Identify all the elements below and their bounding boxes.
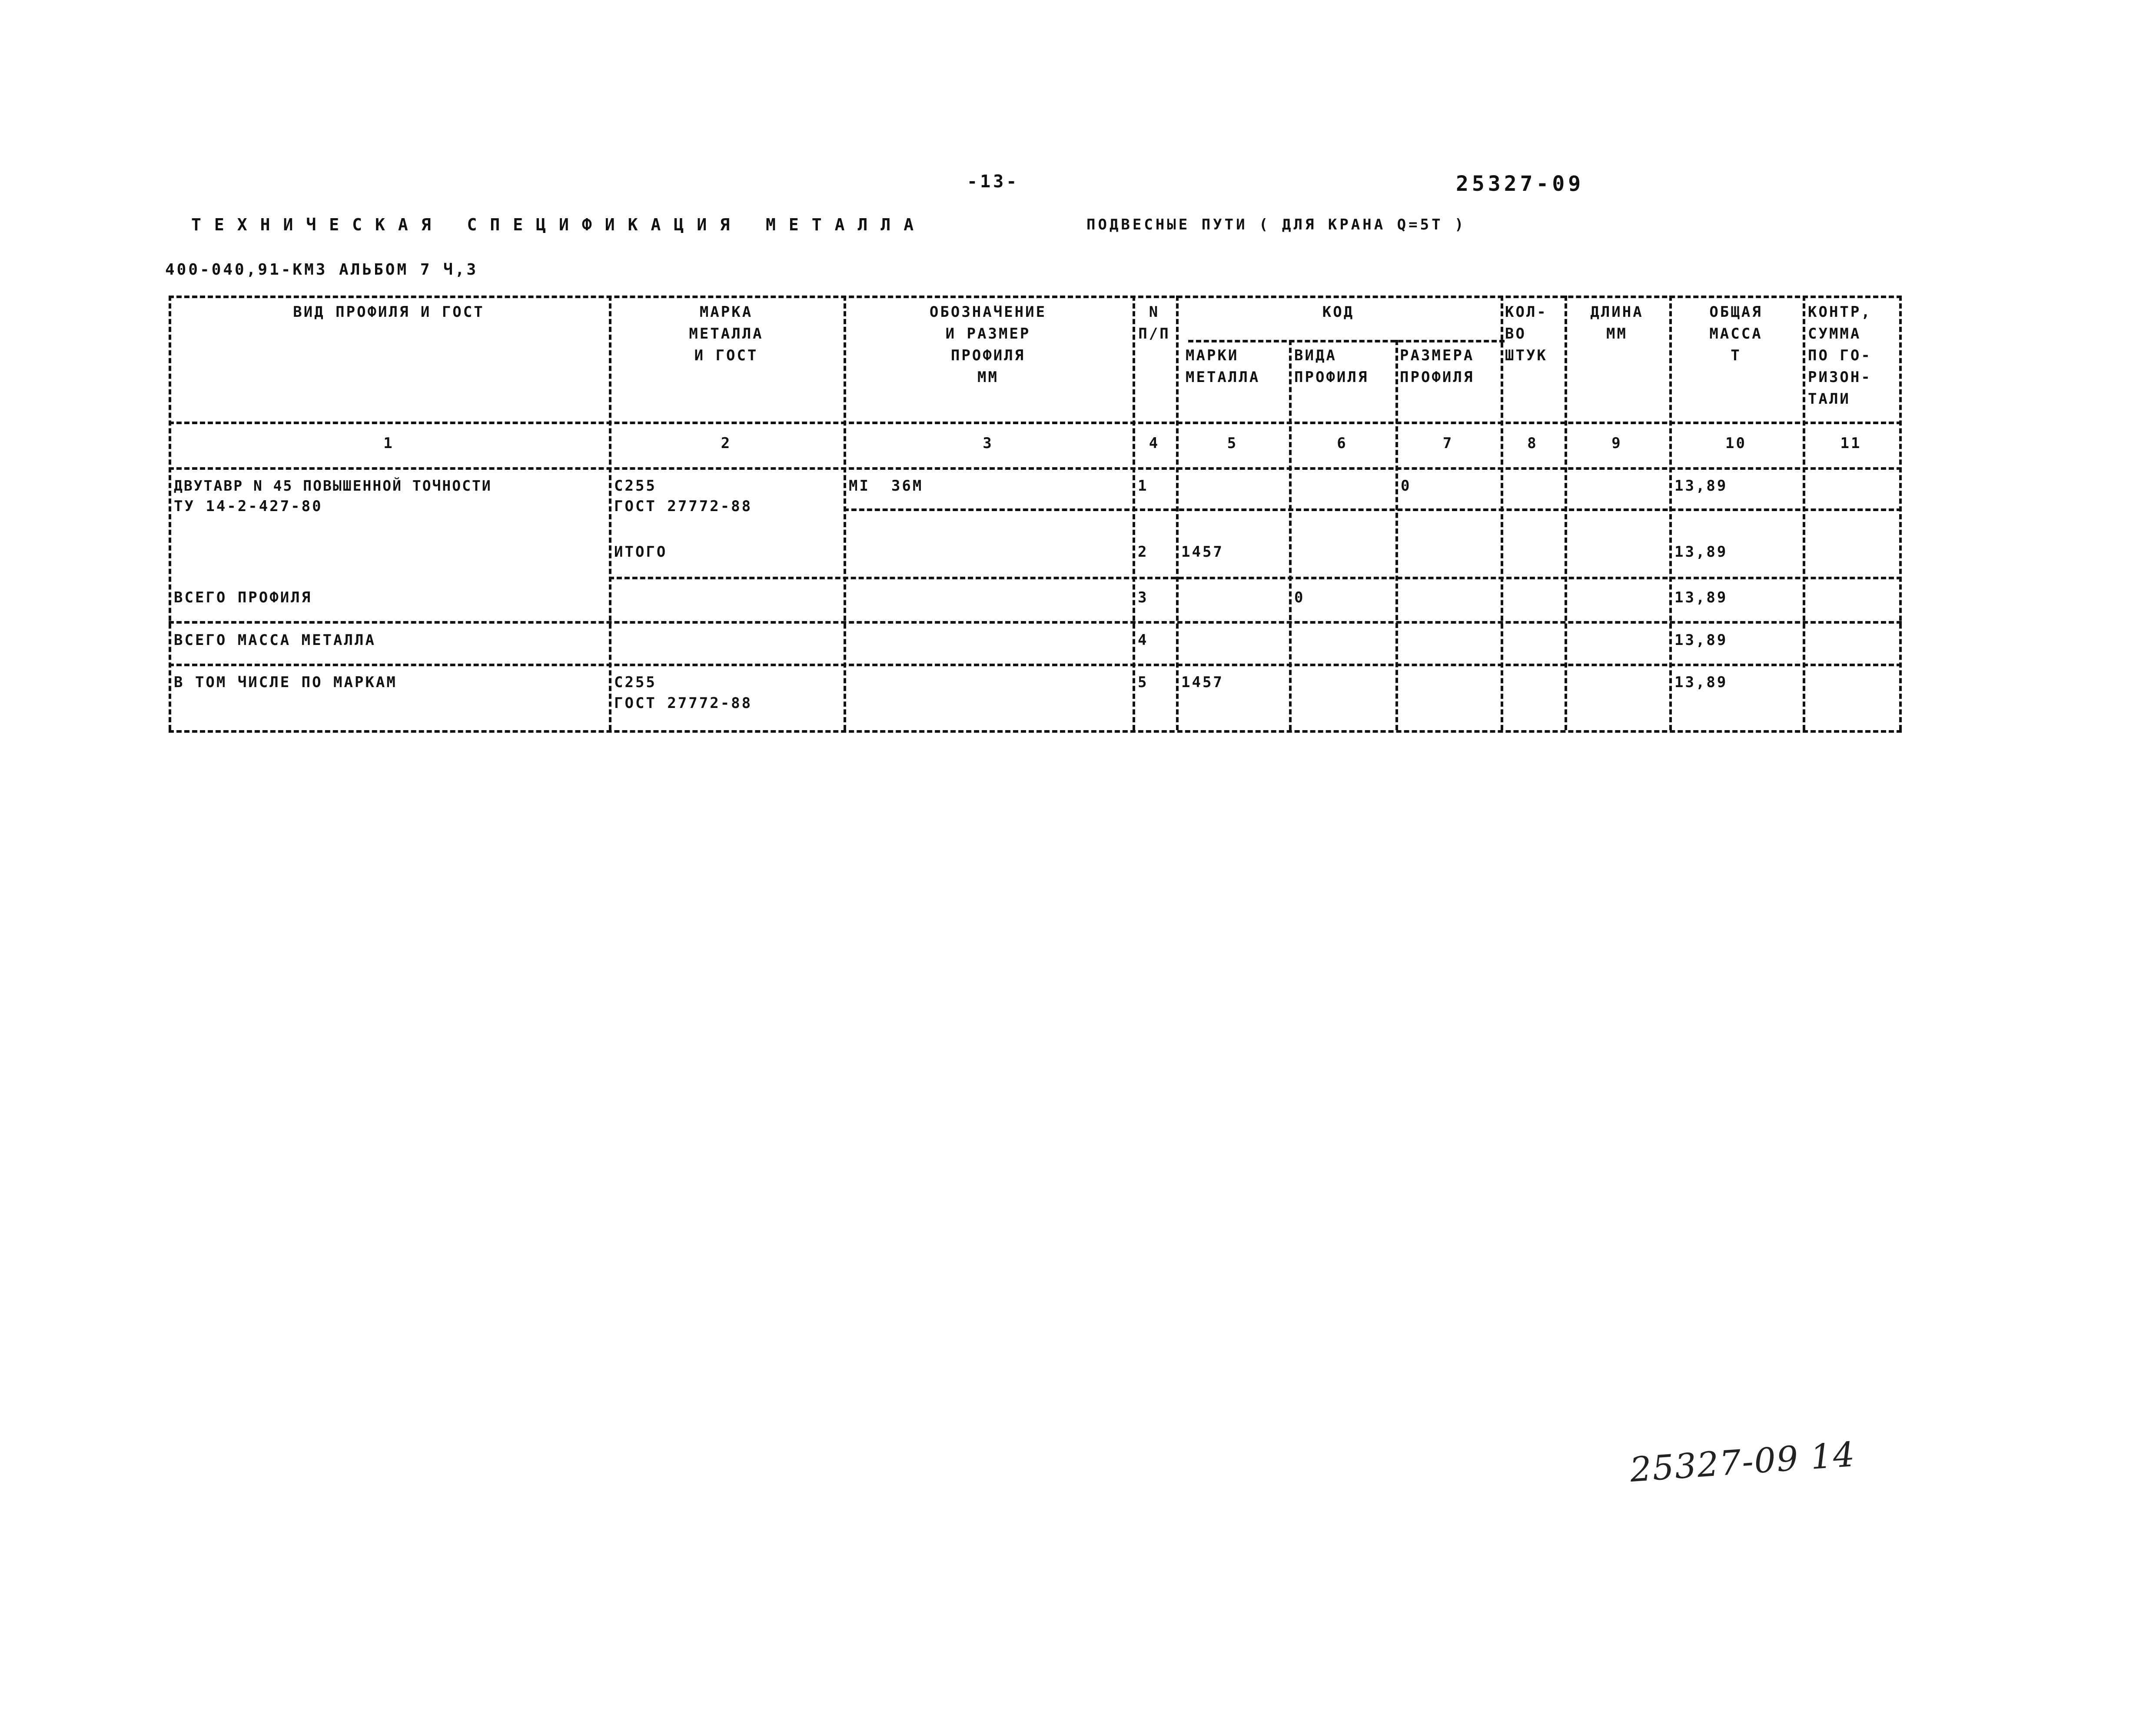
- specification-table: [169, 296, 1902, 730]
- row-divider: [609, 577, 1902, 579]
- row2-mass: 13,89: [1674, 543, 1728, 561]
- header-designation-3: ПРОФИЛЯ: [950, 347, 1026, 364]
- header-divider: [169, 422, 1902, 424]
- column-number: 7: [1442, 435, 1454, 452]
- header-qty-3: ШТУК: [1505, 347, 1548, 364]
- header-check-5: ТАЛИ: [1808, 390, 1850, 408]
- column-number: 8: [1527, 435, 1538, 452]
- kod-divider: [1188, 340, 1505, 342]
- album-reference: 400-040,91-КМЗ АЛЬБОМ 7 Ч,3: [165, 261, 478, 279]
- row1-profile-size: МI 36М: [849, 477, 924, 495]
- column-number: 9: [1611, 435, 1622, 452]
- document-code: 25327-09: [1456, 172, 1585, 196]
- header-check-3: ПО ГО-: [1808, 347, 1872, 364]
- header-profile-gost: ВИД ПРОФИЛЯ И ГОСТ: [293, 303, 485, 321]
- header-check-1: КОНТР,: [1808, 303, 1872, 321]
- header-check-4: РИЗОН-: [1808, 369, 1872, 386]
- row5-mass: 13,89: [1674, 674, 1728, 691]
- header-number-1: N: [1149, 303, 1160, 321]
- column-number: 2: [721, 435, 732, 452]
- row3-number: 3: [1138, 589, 1149, 606]
- column-numbers-divider: [169, 467, 1902, 470]
- header-check-2: СУММА: [1808, 325, 1861, 342]
- row5-label: В ТОМ ЧИСЛЕ ПО МАРКАМ: [174, 674, 397, 691]
- header-designation-1: ОБОЗНАЧЕНИЕ: [929, 303, 1047, 321]
- row1-number: 1: [1138, 477, 1149, 495]
- header-code-profile-1: ВИДА: [1294, 347, 1337, 364]
- row2-subtotal-label: ИТОГО: [614, 543, 668, 561]
- header-grade-3: И ГОСТ: [694, 347, 758, 364]
- header-code-size-1: РАЗМЕРА: [1400, 347, 1475, 364]
- row-divider: [169, 621, 1902, 624]
- row5-steel-gost: ГОСТ 27772-88: [614, 694, 753, 712]
- row-divider: [169, 664, 1902, 666]
- row5-number: 5: [1138, 674, 1149, 691]
- row5-code-grade: 1457: [1181, 674, 1224, 691]
- header-qty-1: КОЛ-: [1505, 303, 1548, 321]
- col-line: [1501, 296, 1503, 730]
- header-mass-1: ОБЩАЯ: [1709, 303, 1763, 321]
- row-divider: [844, 508, 1902, 511]
- header-kod: КОД: [1322, 303, 1355, 321]
- header-qty-2: ВО: [1505, 325, 1526, 342]
- column-number: 11: [1840, 435, 1862, 452]
- row4-label: ВСЕГО МАССА МЕТАЛЛА: [174, 631, 376, 649]
- column-number: 4: [1149, 435, 1160, 452]
- col-line: [1899, 296, 1902, 730]
- row1-mass: 13,89: [1674, 477, 1728, 495]
- column-number: 6: [1337, 435, 1348, 452]
- header-mass-3: Т: [1731, 347, 1741, 364]
- row3-mass: 13,89: [1674, 589, 1728, 606]
- column-number: 3: [983, 435, 993, 452]
- table-border-top: [169, 296, 1902, 298]
- col-line: [1176, 296, 1179, 730]
- row2-number: 2: [1138, 543, 1149, 561]
- handwritten-page-note: 25327-09 14: [1628, 1435, 1857, 1490]
- header-grade-2: МЕТАЛЛА: [689, 325, 764, 342]
- header-designation-2: И РАЗМЕР: [945, 325, 1031, 342]
- header-code-size-2: ПРОФИЛЯ: [1400, 369, 1475, 386]
- row5-steel-grade: С255: [614, 674, 657, 691]
- row3-label: ВСЕГО ПРОФИЛЯ: [174, 589, 312, 606]
- row4-mass: 13,89: [1674, 631, 1728, 649]
- col-line: [1803, 296, 1805, 730]
- page-subtitle: ПОДВЕСНЫЕ ПУТИ ( ДЛЯ КРАНА Q=5Т ): [1086, 216, 1466, 233]
- row1-code-size: 0: [1401, 477, 1412, 495]
- col-line: [1565, 296, 1567, 730]
- header-code-grade-1: МАРКИ: [1186, 347, 1239, 364]
- col-line: [1133, 296, 1135, 730]
- header-code-profile-2: ПРОФИЛЯ: [1294, 369, 1369, 386]
- row2-code-grade: 1457: [1181, 543, 1224, 561]
- row1-steel-gost: ГОСТ 27772-88: [614, 498, 753, 515]
- column-number: 5: [1227, 435, 1238, 452]
- row3-code-profile: 0: [1294, 589, 1305, 606]
- row1-steel-grade: С255: [614, 477, 657, 495]
- table-border-bottom: [169, 730, 1902, 733]
- column-number: 10: [1725, 435, 1747, 452]
- header-designation-4: ММ: [977, 369, 999, 386]
- header-code-grade-2: МЕТАЛЛА: [1186, 369, 1260, 386]
- page-number: -13-: [967, 172, 1020, 192]
- header-length-1: ДЛИНА: [1590, 303, 1644, 321]
- row1-profile: ДВУТАВР N 45 ПОВЫШЕННОЙ ТОЧНОСТИ: [174, 477, 492, 494]
- row4-number: 4: [1138, 631, 1149, 649]
- header-mass-2: МАССА: [1709, 325, 1763, 342]
- header-grade-1: МАРКА: [699, 303, 753, 321]
- header-number-2: П/П: [1138, 325, 1170, 342]
- col-line: [169, 296, 171, 730]
- col-line: [1289, 340, 1292, 730]
- col-line: [1395, 340, 1398, 730]
- page-title: ТЕХНИЧЕСКАЯ СПЕЦИФИКАЦИЯ МЕТАЛЛА: [191, 215, 927, 234]
- row1-profile-gost: ТУ 14-2-427-80: [174, 498, 323, 515]
- header-length-2: ММ: [1606, 325, 1628, 342]
- column-number: 1: [383, 435, 394, 452]
